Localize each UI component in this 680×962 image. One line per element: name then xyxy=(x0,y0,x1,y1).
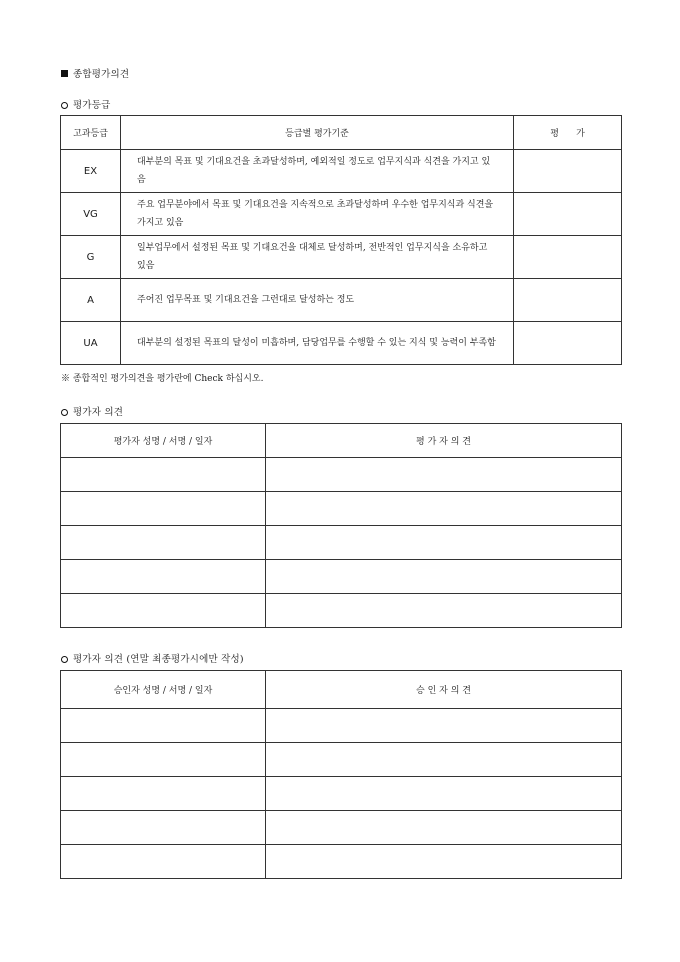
grade-description: 주요 업무분야에서 목표 및 기대요건을 지속적으로 초과달성하며 우수한 업무지식과 식견을 가지고 있음 xyxy=(121,193,514,236)
evaluator-row xyxy=(61,526,622,560)
evaluator-row xyxy=(61,492,622,526)
evaluator-opinion-cell[interactable] xyxy=(266,560,622,594)
grade-row xyxy=(61,150,622,193)
grade-row xyxy=(61,193,622,236)
approver-table-header xyxy=(61,671,622,709)
evaluator-row xyxy=(61,594,622,628)
evaluator-name-cell[interactable] xyxy=(61,458,266,492)
approver-opinion-cell[interactable] xyxy=(266,743,622,777)
approver-name-cell[interactable] xyxy=(61,743,266,777)
evaluator-opinion-cell[interactable] xyxy=(266,458,622,492)
overall-title-text: 종합평가의견 xyxy=(73,69,130,80)
approver-row xyxy=(61,743,622,777)
grade-description: 일부업무에서 설정된 목표 및 기대요건을 대체로 달성하며, 전반적인 업무지식을 소유하고 있음 xyxy=(121,236,514,279)
grade-note: ※ 종합적인 평가의견을 평가란에 Check 하십시오. xyxy=(61,374,264,384)
evaluator-name-cell[interactable] xyxy=(61,594,266,628)
grade-eval-cell[interactable] xyxy=(514,193,622,236)
approver-header-right: 승 인 자 의 견 xyxy=(266,671,622,709)
grade-description: 대부분의 목표 및 기대요건을 초과달성하며, 예외적일 정도로 업무지식과 식견을 가지고 있음 xyxy=(121,150,514,193)
approver-section-title xyxy=(61,651,244,665)
grade-row xyxy=(61,322,622,365)
approver-opinion-cell[interactable] xyxy=(266,845,622,879)
header-eval: 평 가 xyxy=(514,116,622,150)
evaluator-name-cell[interactable] xyxy=(61,560,266,594)
circle-bullet-icon xyxy=(61,656,68,663)
evaluator-name-cell[interactable] xyxy=(61,526,266,560)
header-grade: 고과등급 xyxy=(61,116,121,150)
evaluator-header-right: 평 가 자 의 견 xyxy=(266,424,622,458)
grade-table-header xyxy=(61,116,622,150)
overall-title xyxy=(61,66,129,80)
grade-section-title-text: 평가등급 xyxy=(73,100,111,111)
header-criteria: 등급별 평가기준 xyxy=(121,116,514,150)
evaluator-opinion-cell[interactable] xyxy=(266,594,622,628)
grade-eval-cell[interactable] xyxy=(514,236,622,279)
evaluator-opinion-cell[interactable] xyxy=(266,526,622,560)
grade-code: UA xyxy=(61,322,121,365)
grade-code: VG xyxy=(61,193,121,236)
evaluator-row xyxy=(61,458,622,492)
approver-name-cell[interactable] xyxy=(61,709,266,743)
circle-bullet-icon xyxy=(61,102,68,109)
evaluator-table xyxy=(60,423,622,628)
approver-table xyxy=(60,670,622,879)
evaluator-name-cell[interactable] xyxy=(61,492,266,526)
approver-opinion-cell[interactable] xyxy=(266,709,622,743)
grade-table xyxy=(60,115,622,365)
approver-row xyxy=(61,845,622,879)
evaluator-table-header xyxy=(61,424,622,458)
grade-description: 주어진 업무목표 및 기대요건을 그런대로 달성하는 정도 xyxy=(121,279,514,322)
evaluator-opinion-cell[interactable] xyxy=(266,492,622,526)
approver-opinion-cell[interactable] xyxy=(266,777,622,811)
grade-code: G xyxy=(61,236,121,279)
approver-row xyxy=(61,777,622,811)
approver-header-left: 승인자 성명 / 서명 / 일자 xyxy=(61,671,266,709)
approver-section-title-text: 평가자 의견 (연말 최종평가시에만 작성) xyxy=(73,654,244,665)
approver-name-cell[interactable] xyxy=(61,811,266,845)
grade-section-title xyxy=(61,97,111,111)
evaluator-section-title xyxy=(61,404,123,418)
grade-row xyxy=(61,236,622,279)
approver-name-cell[interactable] xyxy=(61,777,266,811)
grade-row xyxy=(61,279,622,322)
grade-code: A xyxy=(61,279,121,322)
square-bullet-icon xyxy=(61,70,68,77)
evaluator-row xyxy=(61,560,622,594)
approver-opinion-cell[interactable] xyxy=(266,811,622,845)
grade-code: EX xyxy=(61,150,121,193)
grade-eval-cell[interactable] xyxy=(514,279,622,322)
grade-eval-cell[interactable] xyxy=(514,322,622,365)
evaluator-header-left: 평가자 성명 / 서명 / 일자 xyxy=(61,424,266,458)
grade-eval-cell[interactable] xyxy=(514,150,622,193)
approver-row xyxy=(61,811,622,845)
circle-bullet-icon xyxy=(61,409,68,416)
approver-row xyxy=(61,709,622,743)
grade-description: 대부분의 설정된 목표의 달성이 미흡하며, 담당업무를 수행할 수 있는 지식 및 능력이 부족함 xyxy=(121,322,514,365)
approver-name-cell[interactable] xyxy=(61,845,266,879)
evaluator-section-title-text: 평가자 의견 xyxy=(73,407,124,418)
